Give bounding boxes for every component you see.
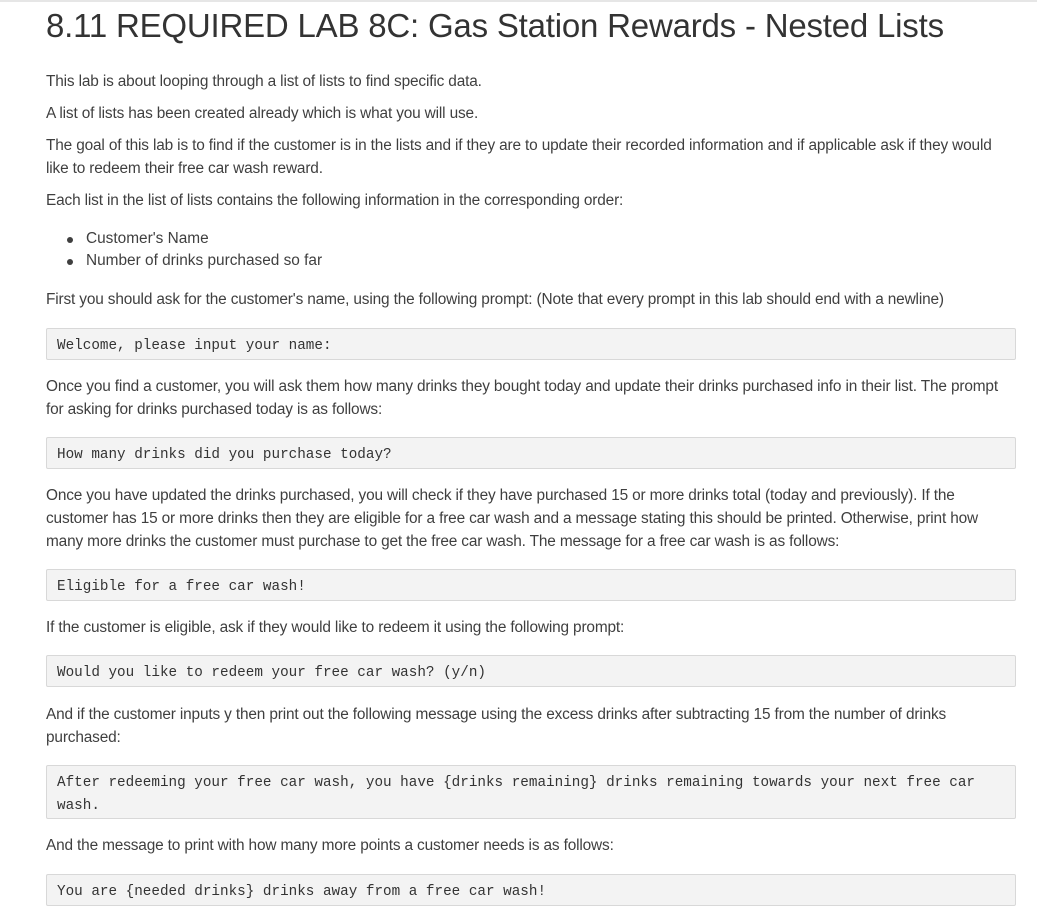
list-item: Customer's Name — [46, 228, 1016, 250]
needed-paragraph — [46, 834, 1016, 857]
paragraph-order: Each list in the list of lists contains the following information in the corresponding order: — [46, 192, 624, 209]
redeem-paragraph — [46, 616, 1016, 639]
paragraph-looping: This lab is about looping through a list of lists to find specific data. — [46, 73, 482, 90]
code-block-redeem-prompt: Would you like to redeem your free car wash? (y/n) — [46, 655, 1016, 687]
eligibility-paragraph — [46, 484, 1016, 553]
excess-paragraph — [46, 703, 1016, 749]
paragraph-eligibility: Once you have updated the drinks purchased, you will check if they have purchased 15 or more drinks total (today and previously). If the customer has 15 or more drinks then they are eligible for a free car wash and a message stating this should be printed. Otherwise, print how many more drinks the customer must purchase to get the free car wash. The message for a free car wash is as follows: — [46, 487, 979, 550]
info-list — [46, 228, 1016, 272]
paragraph-name-prompt: First you should ask for the customer's name, using the following prompt: (Note that every prompt in this lab should end with a newline) — [46, 291, 944, 308]
paragraph-goal: The goal of this lab is to find if the customer is in the lists and if they are to update their recorded information and if applicable ask if they would like to redeem their free car wash reward. — [46, 137, 992, 177]
code-block-drinks-prompt: How many drinks did you purchase today? — [46, 437, 1016, 469]
code-block-welcome: Welcome, please input your name: — [46, 328, 1016, 360]
code-block-after-redeem: After redeeming your free car wash, you have {drinks remaining} drinks remaining towards your next free car wash. — [46, 765, 1016, 819]
top-divider — [0, 0, 1037, 2]
paragraph-list-of-lists: A list of lists has been created already which is what you will use. — [46, 105, 479, 122]
name-prompt-paragraph — [46, 288, 1016, 311]
code-block-needed-drinks: You are {needed drinks} drinks away from a free car wash! — [46, 874, 1016, 906]
intro-paragraph — [46, 70, 1016, 93]
order-paragraph — [46, 189, 1016, 212]
paragraph-drinks-prompt: Once you find a customer, you will ask them how many drinks they bought today and update their drinks purchased info in their list. The prompt for asking for drinks purchased today is as follows: — [46, 378, 998, 418]
code-block-eligible: Eligible for a free car wash! — [46, 569, 1016, 601]
page-title: 8.11 REQUIRED LAB 8C: Gas Station Rewards - Nested Lists — [46, 7, 944, 44]
drinks-paragraph — [46, 375, 1016, 421]
goal-paragraph — [46, 134, 1016, 180]
list-item: Number of drinks purchased so far — [46, 250, 1016, 272]
paragraph-redeem-prompt: If the customer is eligible, ask if they would like to redeem it using the following prompt: — [46, 619, 625, 636]
paragraph-needed-drinks: And the message to print with how many more points a customer needs is as follows: — [46, 837, 614, 854]
list-of-lists-paragraph — [46, 102, 1016, 125]
paragraph-excess-drinks: And if the customer inputs y then print out the following message using the excess drinks after subtracting 15 from the number of drinks purchased: — [46, 706, 947, 746]
